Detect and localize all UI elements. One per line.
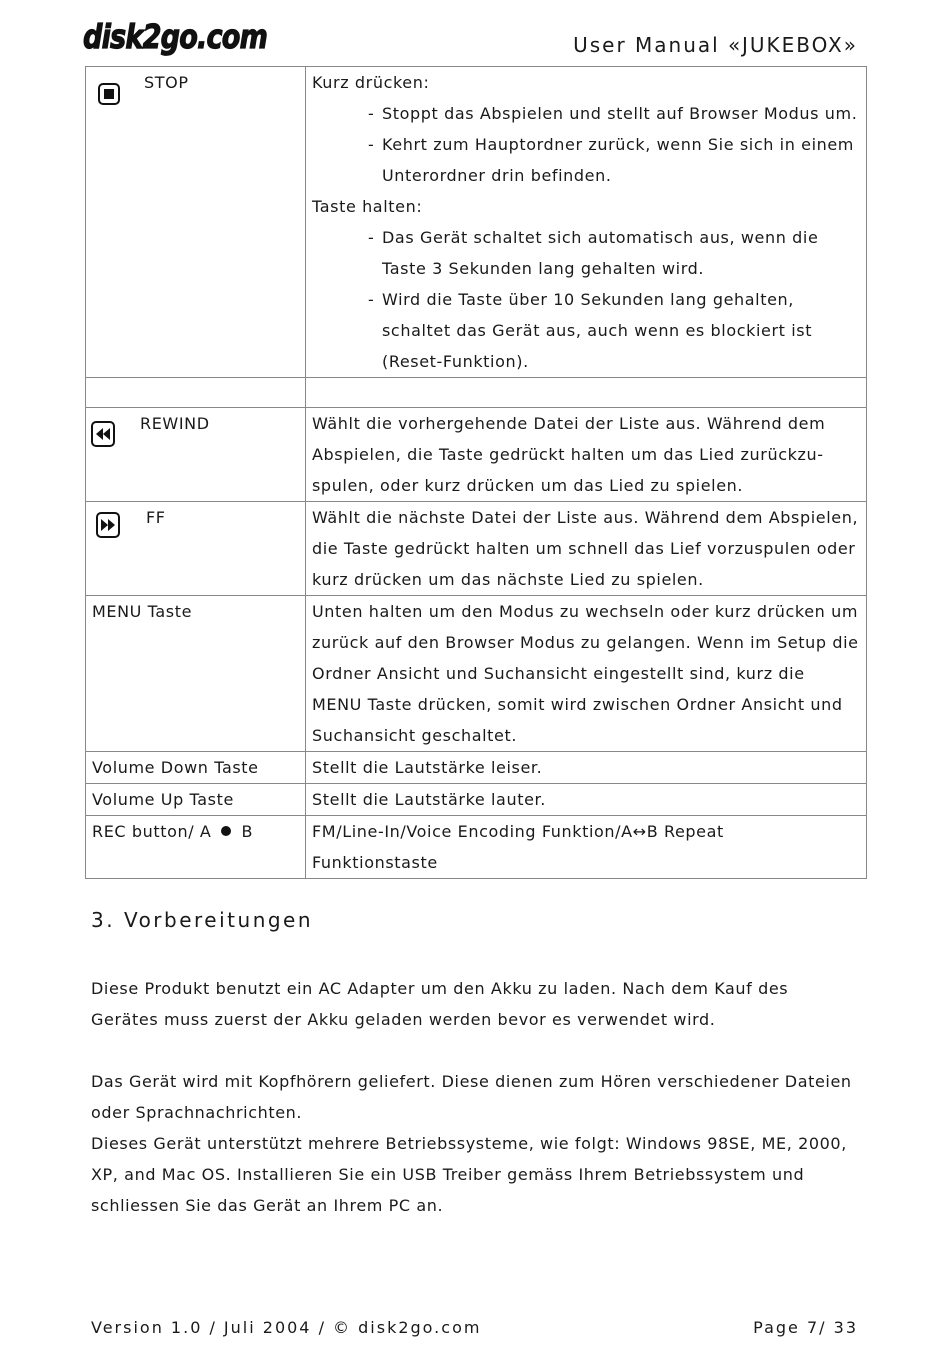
volume-down-key-label: Volume Down Taste [86,752,306,784]
table-row-stop [86,67,867,378]
table-row-rewind [86,408,867,502]
stop-icon [98,83,120,105]
table-row-ff [86,502,867,596]
table-row-volume-down [86,752,867,784]
rec-key-label-b: B [241,822,254,841]
key-function-table [85,66,867,879]
manual-title: User Manual «JUKEBOX» [573,33,858,57]
paragraph-headphones: Das Gerät wird mit Kopfhörern geliefert. Diese dienen zum Hören verschiedener Dateien oder Sprachnachrichten. [91,1072,852,1122]
list-item: - Wird die Taste über 10 Sekunden lang gehalten, schaltet das Gerät aus, auch wenn es blockiert ist (Reset-Funktion). [368,290,813,371]
table-row-volume-up [86,784,867,816]
rec-key-label-a: REC button/ A [92,822,212,841]
table-row-rec [86,816,867,879]
list-item: - Das Gerät schaltet sich automatisch aus, wenn die Taste 3 Sekunden lang gehalten wird. [368,228,819,278]
list-item: - Stoppt das Abspielen und stellt auf Browser Modus um. [368,104,858,123]
menu-key-label: MENU Taste [86,596,306,752]
table-row-empty [86,378,867,408]
short-press-heading: Kurz drücken: [312,73,430,92]
rewind-description: Wählt die vorhergehende Datei der Liste aus. Während dem Abspielen, die Taste gedrückt halten um das Lied zurückzu- spulen, oder kurz drücken um das Lied zu spielen. [306,408,867,502]
paragraph-adapter: Diese Produkt benutzt ein AC Adapter um den Akku zu laden. Nach dem Kauf des Gerätes muss zuerst der Akku geladen werden bevor es verwendet wird. [91,979,789,1029]
menu-description: Unten halten um den Modus zu wechseln oder kurz drücken um zurück auf den Browser Modus zu gelangen. Wenn im Setup die Ordner Ansicht und Suchansicht eingestellt sind, kurz die MENU Taste drücken, somit wird zwischen Ordner Ansicht und Suchansicht geschaltet. [306,596,867,752]
footer-page-number: Page 7/ 33 [753,1318,858,1337]
rec-description-line1: FM/Line-In/Voice Encoding Funktion/A↔B Repeat [312,822,724,841]
section-heading: 3. Vorbereitungen [91,908,314,932]
ff-key-label: FF [146,508,166,527]
list-item: - Kehrt zum Hauptordner zurück, wenn Sie sich in einem Unterordner drin befinden. [368,135,854,185]
paragraph-os-support: Dieses Gerät unterstützt mehrere Betriebssysteme, wie folgt: Windows 98SE, ME, 2000, XP, and Mac OS. Installieren Sie ein USB Treiber gemäss Ihrem Betriebssystem und schliessen Sie das Gerät an Ihrem PC an. [91,1134,847,1215]
rewind-icon [91,421,115,447]
fast-forward-icon [96,512,120,538]
table-row-menu [86,596,867,752]
ff-description: Wählt die nächste Datei der Liste aus. Während dem Abspielen, die Taste gedrückt halten um schnell das Lief vorzuspulen oder kurz drücken um das nächste Lied zu spielen. [306,502,867,596]
volume-up-description: Stellt die Lautstärke lauter. [306,784,867,816]
footer-version: Version 1.0 / Juli 2004 / © disk2go.com [91,1318,482,1337]
disk2go-logo [81,10,271,58]
rec-description-line2: Funktionstaste [312,853,438,872]
stop-key-label: STOP [144,73,189,92]
volume-down-description: Stellt die Lautstärke leiser. [306,752,867,784]
hold-heading: Taste halten: [312,197,423,216]
volume-up-key-label: Volume Up Taste [86,784,306,816]
logo-text: disk2go.com [83,17,267,56]
bullet-dot-icon [221,826,231,836]
rewind-key-label: REWIND [140,414,210,433]
